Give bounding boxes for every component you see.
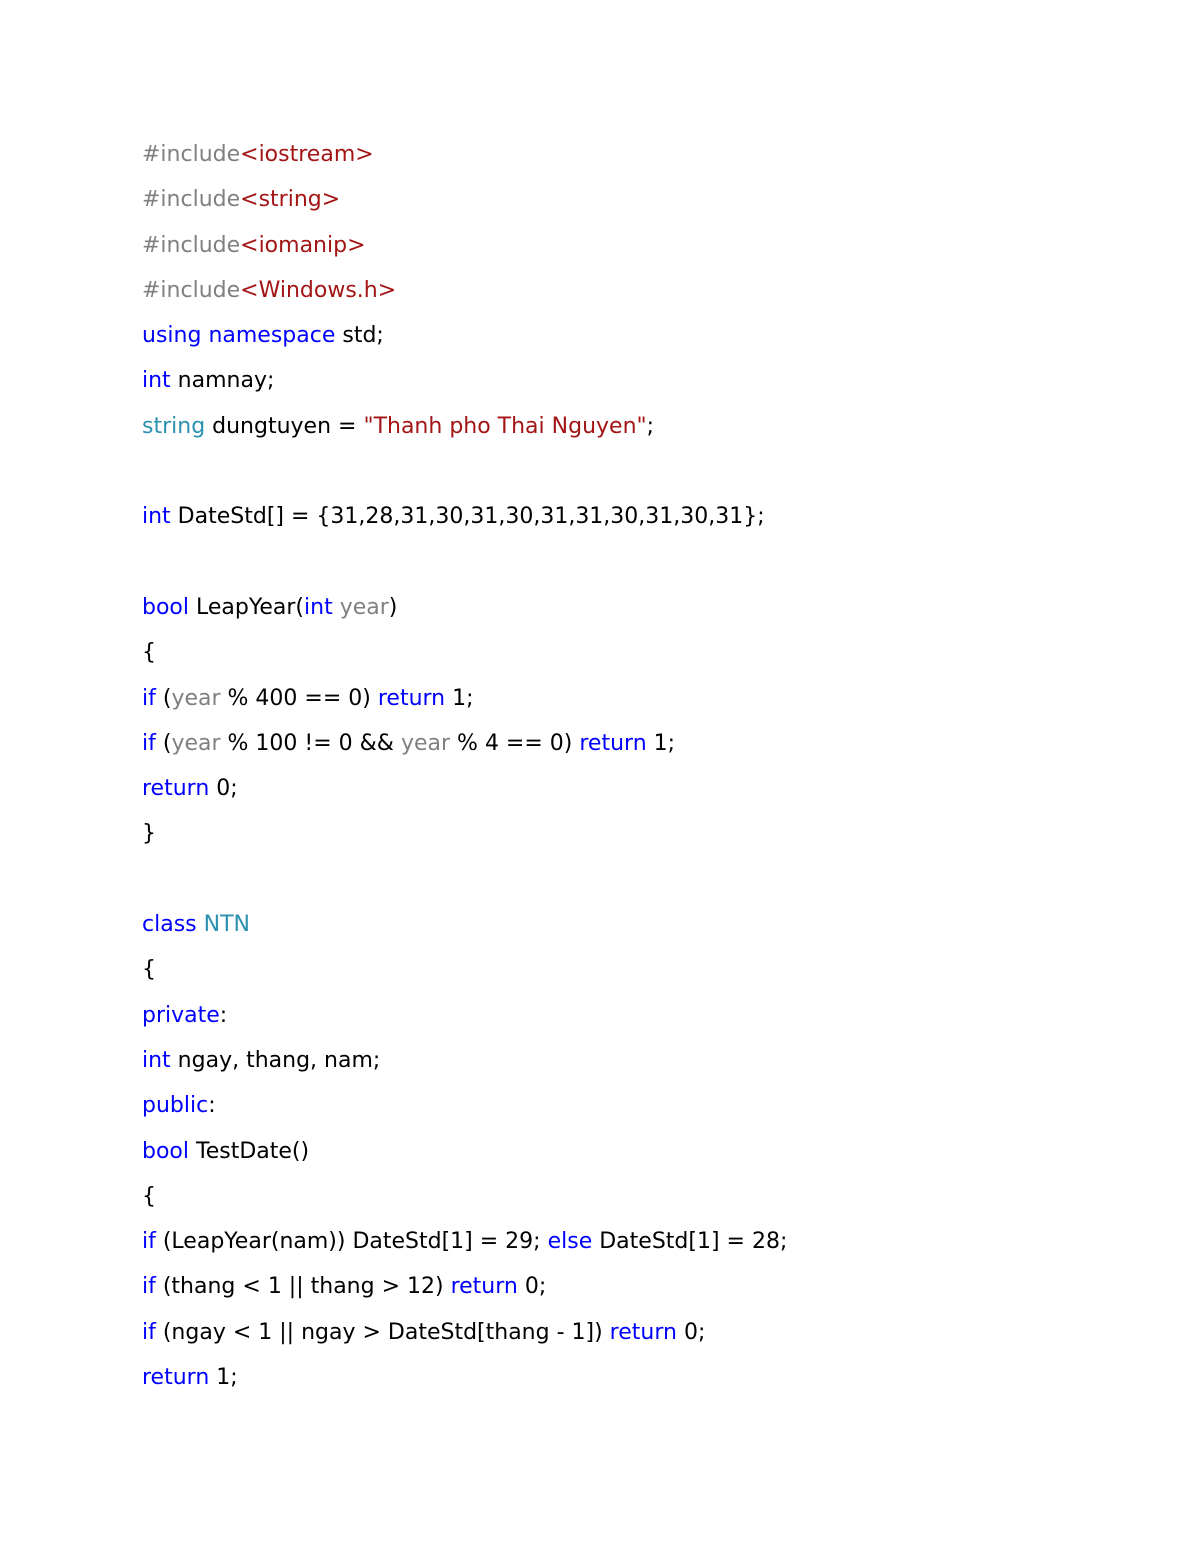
code-token: % 100 != 0 && [220, 730, 401, 756]
code-token: } [142, 821, 156, 847]
code-token: NTN [203, 912, 250, 938]
code-token: year [400, 730, 451, 756]
code-line [142, 361, 1142, 406]
code-line [142, 1086, 1142, 1131]
code-token: class [142, 912, 197, 938]
code-token: int [142, 504, 171, 530]
code-line [142, 1313, 1142, 1358]
code-line [142, 724, 1142, 769]
blank-line [142, 860, 1142, 905]
code-line [142, 316, 1142, 361]
code-token: ) [388, 594, 398, 620]
code-token: if [142, 685, 156, 711]
code-token: return [579, 730, 647, 756]
code-token: % 400 == 0) [220, 685, 378, 711]
code-line [142, 814, 1142, 859]
code-line [142, 633, 1142, 678]
code-line [142, 1132, 1142, 1177]
code-token: year [171, 685, 221, 711]
code-token: % 4 == 0) [450, 730, 580, 756]
code-token: return [450, 1274, 518, 1300]
code-token: return [377, 685, 446, 711]
code-token: if [142, 730, 156, 756]
code-token: 1; [209, 1365, 238, 1391]
code-token: if [142, 1319, 156, 1345]
code-line [142, 1177, 1142, 1222]
code-token: { [142, 640, 156, 666]
code-token: int [142, 1047, 171, 1073]
code-token: string [142, 413, 206, 439]
code-token: { [142, 1183, 156, 1209]
code-line [142, 996, 1142, 1041]
code-token: "Thanh pho Thai Nguyen" [363, 413, 647, 439]
code-token: 0; [209, 776, 238, 802]
code-token: #include [142, 232, 241, 258]
code-line [142, 135, 1142, 180]
code-token: 1; [646, 730, 676, 756]
code-line [142, 271, 1142, 316]
code-token: #include [142, 187, 241, 213]
code-token: : [219, 1002, 228, 1028]
code-line [142, 769, 1142, 814]
code-token: return [142, 776, 210, 802]
code-line [142, 1041, 1142, 1086]
code-token: : [208, 1093, 216, 1119]
code-token: ( [155, 730, 172, 756]
code-token: (LeapYear(nam)) DateStd[1] = 29; [155, 1229, 548, 1255]
code-token: int [304, 594, 333, 620]
code-token: DateStd[1] = 28; [592, 1229, 788, 1255]
code-token: LeapYear( [189, 594, 305, 620]
code-token: #include [142, 277, 241, 303]
code-token: #include [142, 142, 241, 167]
code-line [142, 679, 1142, 724]
code-line [142, 1358, 1142, 1403]
code-token: ngay, thang, nam; [170, 1047, 381, 1073]
code-token: <Windows.h> [240, 277, 397, 303]
code-token: if [142, 1229, 156, 1255]
code-line [142, 226, 1142, 271]
code-token: dungtuyen = [205, 413, 364, 439]
code-line [142, 1222, 1142, 1267]
code-token: year [171, 730, 221, 756]
code-line [142, 905, 1142, 950]
code-token: year [339, 594, 389, 620]
code-token: TestDate() [189, 1138, 310, 1164]
code-token: using [142, 323, 202, 349]
blank-line [142, 452, 1142, 497]
code-token: 1; [445, 685, 474, 711]
code-token: else [547, 1229, 593, 1255]
code-token: <string> [240, 187, 341, 213]
code-token: bool [142, 1138, 189, 1164]
code-line [142, 950, 1142, 995]
code-token: public [142, 1093, 209, 1119]
code-token: (ngay < 1 || ngay > DateStd[thang - 1]) [155, 1319, 610, 1345]
code-token: std; [335, 323, 384, 349]
code-token: if [142, 1274, 156, 1300]
code-token: return [142, 1365, 210, 1391]
code-token: ( [155, 685, 172, 711]
code-token: ; [646, 413, 655, 439]
code-token: namnay; [170, 368, 275, 394]
code-line [142, 588, 1142, 633]
code-token: <iomanip> [240, 232, 366, 258]
code-token: { [142, 957, 156, 983]
blank-line [142, 543, 1142, 588]
code-token: 0; [676, 1319, 706, 1345]
code-token: DateStd[] = {31,28,31,30,31,30,31,31,30,31,30,31}; [170, 504, 765, 530]
code-line [142, 407, 1142, 452]
code-document [142, 135, 1142, 1403]
code-line [142, 180, 1142, 225]
code-token: private [142, 1002, 220, 1028]
code-token: 0; [517, 1274, 547, 1300]
code-token: namespace [208, 323, 336, 349]
code-token: <iostream> [240, 142, 374, 167]
code-token [197, 912, 204, 937]
code-token: int [142, 368, 171, 394]
code-token: return [609, 1319, 677, 1345]
code-token: (thang < 1 || thang > 12) [155, 1274, 451, 1300]
code-token: bool [142, 594, 189, 620]
code-line [142, 497, 1142, 542]
code-token [333, 595, 340, 620]
code-line [142, 1267, 1142, 1312]
